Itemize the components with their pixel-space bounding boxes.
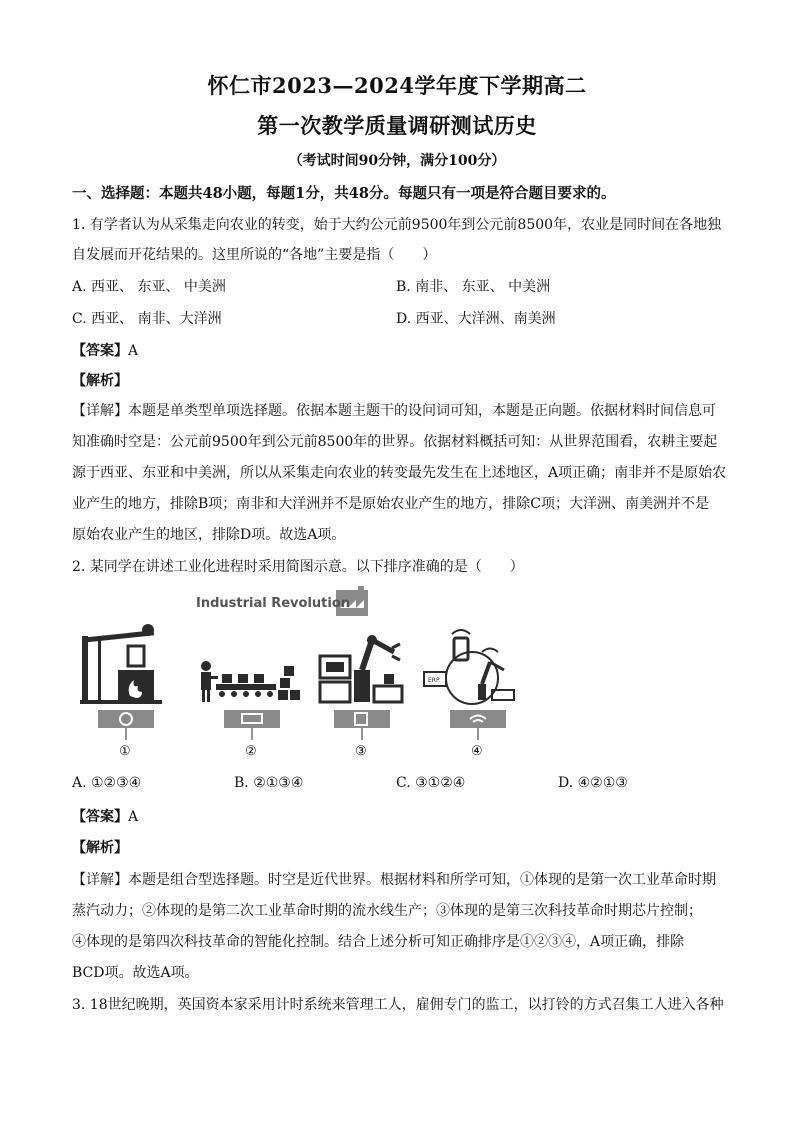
steam-engine-icon xyxy=(80,624,162,704)
industrial-revolution-figure xyxy=(72,586,532,766)
q2-option-a: A. ①②③④ xyxy=(72,775,142,791)
base-4 xyxy=(450,710,506,740)
q2-detail-line1: 【详解】本题是组合型选择题。时空是近代世界。根据材料和所学可知，①体现的是第一次工业革命时期 xyxy=(72,872,716,888)
robot-arm-icon xyxy=(320,635,402,702)
q3-stem-line1: 3. 18世纪晚期，英国资本家采用计时系统来管理工人，雇佣专门的监工，以打铃的方式召集工人进入各种 xyxy=(72,997,724,1013)
q1-option-c: C. 西亚、 南非、大洋洲 xyxy=(72,311,222,327)
assembly-line-icon xyxy=(201,661,300,702)
document-title-line1: 怀仁市2023—2024学年度下学期高二 xyxy=(207,73,587,98)
q1-detail-line1: 【详解】本题是单类型单项选择题。依据本题主题干的设问词可知，本题是正向题。依据材料时间信息可 xyxy=(72,403,716,419)
q2-detail-line3: ④体现的是第四次科技革命的智能化控制。结合上述分析可知正确排序是①②③④，A项正确，排除 xyxy=(72,934,685,950)
q2-analysis-tag: 【解析】 xyxy=(72,840,128,856)
q1-answer xyxy=(72,340,138,360)
q1-analysis xyxy=(72,370,128,390)
q2-answer-tag: 【答案】 xyxy=(72,809,128,825)
erp-label: ERP xyxy=(428,677,440,684)
q1-answer-value: A xyxy=(128,343,139,359)
q2-stem: 2. 某同学在讲述工业化进程时采用简图示意。以下排序准确的是（ ） xyxy=(72,559,524,575)
q1-stem-line1: 1. 有学者认为从采集走向农业的转变，始于大约公元前9500年到公元前8500年，农业是同时间在各地独 xyxy=(72,217,722,233)
figure-label-4: ④ xyxy=(471,744,483,759)
q1-detail-line2: 知准确时空是：公元前9500年到公元前8500年的世界。依据材料概括可知：从世界范围看，农耕主要起 xyxy=(72,434,718,450)
q2-detail-line4: BCD项。故选A项。 xyxy=(72,965,199,981)
q2-answer-value: A xyxy=(128,809,139,825)
q1-option-b: B. 南非、 东亚、 中美洲 xyxy=(396,279,551,295)
base-2 xyxy=(224,710,280,740)
figure-title: Industrial Revolution xyxy=(196,596,351,611)
figure-label-1: ① xyxy=(119,744,131,759)
q2-answer xyxy=(72,806,138,826)
q1-answer-tag: 【答案】 xyxy=(72,343,128,359)
q2-detail-line2: 蒸汽动力；②体现的是第二次工业革命时期的流水线生产；③体现的是第三次科技革命时期芯片控制； xyxy=(72,903,702,919)
document-title-line2: 第一次教学质量调研测试历史 xyxy=(257,113,537,138)
figure-label-3: ③ xyxy=(355,744,367,759)
q2-option-d: D. ④②①③ xyxy=(558,775,628,791)
q1-stem-line2: 自发展而开花结果的。这里所说的“各地”主要是指（ ） xyxy=(72,247,437,263)
q1-analysis-tag: 【解析】 xyxy=(72,373,128,389)
q1-detail-line4: 业产生的地方，排除B项；南非和大洋洲并不是原始农业产生的地方，排除C项；大洋洲、南美洲并不是 xyxy=(72,496,709,512)
q1-option-d: D. 西亚、大洋洲、南美洲 xyxy=(396,311,556,327)
q2-option-b: B. ②①③④ xyxy=(234,775,304,791)
q1-detail-line5: 原始农业产生的地区，排除D项。故选A项。 xyxy=(72,527,346,543)
section-heading: 一、选择题：本题共48小题，每题1分，共48分。每题只有一项是符合题目要求的。 xyxy=(72,185,616,202)
base-3 xyxy=(334,710,390,740)
base-1 xyxy=(98,710,154,740)
figure-label-2: ② xyxy=(245,744,257,759)
q1-option-a: A. 西亚、 东亚、 中美洲 xyxy=(72,279,226,295)
q1-detail-line3: 源于西亚、东亚和中美洲，所以从采集走向农业的转变最先发生在上述地区，A项正确；南非并不是原始农 xyxy=(72,465,727,481)
q2-option-c: C. ③①②④ xyxy=(396,775,466,791)
figure-illustration xyxy=(72,586,532,766)
smart-control-icon xyxy=(424,630,514,704)
exam-info: （考试时间90分钟，满分100分） xyxy=(288,153,506,169)
q2-analysis xyxy=(72,837,128,857)
